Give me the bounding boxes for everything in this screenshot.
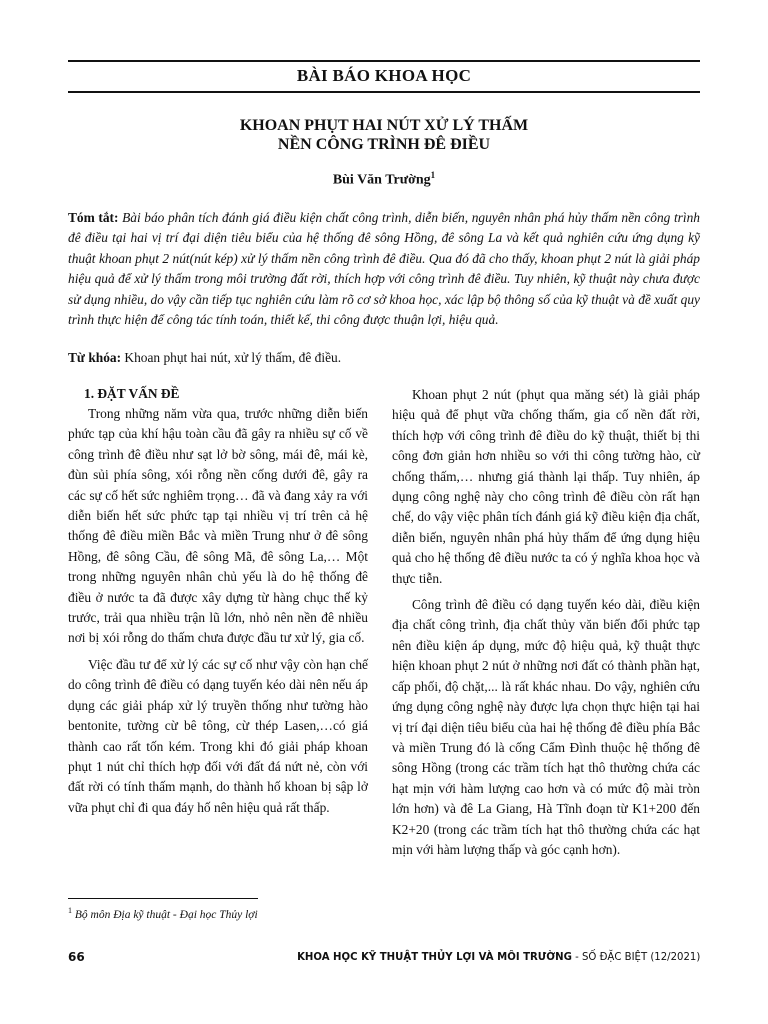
author-affiliation-mark: 1 [430, 170, 436, 180]
journal-issue: - SỐ ĐẶC BIỆT (12/2021) [571, 950, 700, 963]
paragraph: Công trình đê điều có dạng tuyến kéo dài, điều kiện địa chất công trình, địa chất thủy văn biến đổi phức tạp nên điều kiện áp dụng, mức độ hiệu quả, kỹ thuật thực hiện khoan phụt 2 nút ở những nơi đất có thành phần hạt, cấp phối, độ chặt,... là rất khác nhau. Do vậy, nghiên cứu ứng dụng công nghệ này được lựa chọn thực hiện tại hai vị trí đại diện tiêu biểu của hai hệ thống đê điều phía Bắc và miền Trung đó là cống Cẩm Đình thuộc hệ thống đê sông Hồng (trong các trầm tích hạt thô thường chứa các hạt mịn với hàm lượng cao hơn và có mức độ mài tròn lớn hơn) và đê La Giang, Hà Tĩnh đoạn từ K1+200 đến K2+20 (trong các trầm tích hạt thô thường chứa các hạt mịn với hàm lượng thấp và góc cạnh hơn). [392, 597, 700, 857]
abstract-text: Bài báo phân tích đánh giá điều kiện chất công trình, diễn biến, nguyên nhân phá hủy thấm nền công trình đê điều tại hai vị trí đại diện tiêu biểu của hệ thống đê sông Hồng, đê sông La và kết quả nghiên cứu ứng dụng kỹ thuật khoan phụt 2 nút(nút kép) xử lý thấm nền công trình đê điều. Qua đó đã cho thấy, khoan phụt 2 nút là giải pháp hiệu quả để xử lý thấm trong môi trường đất rời, thích hợp với công trình đê điều. Tuy nhiên, kỹ thuật này chưa được sử dụng nhiều, do vậy cần tiếp tục nghiên cứu làm rõ cơ sở khoa học, xác lập bộ thông số của kỹ thuật và đề xuất quy trình thực hiện để công tác tính toán, thiết kế, thi công được thuận lợi, hiệu quả. [68, 210, 700, 328]
keywords-label: Từ khóa: [68, 350, 122, 365]
running-footer [297, 950, 700, 963]
page-number: 66 [68, 950, 85, 964]
article-title-line1: KHOAN PHỤT HAI NÚT XỬ LÝ THẤM [239, 117, 529, 134]
paragraph: Trong những năm vừa qua, trước những diễn biến phức tạp của khí hậu toàn cầu đã gây ra nhiều sự cố về công trình đê điều như sạt lở bờ sông, mái đê, mái kè, đùn sủi phía sông, xói rỗng nền cống dưới đê, gây ra các sự cố hết sức nghiêm trọng… đã và đang xảy ra với diễn biến hết sức phức tạp tại nhiều vị trí trên cả hệ thống đê điều miền Bắc và miền Trung như ở đê sông Hồng, đê sông Cầu, đê sông Mã, đê sông La,… Một trong những nguyên nhân chủ yếu là do hệ thống đê điều ở nước ta đã được xây dựng từ hàng chục thế kỷ trước, trải qua nhiều trận lũ lớn, nhỏ nên nền đê nhiều nơi bị xói rỗng do thấm chưa được đầu tư xử lý, gia cố. [68, 406, 368, 646]
abstract [68, 208, 700, 330]
paragraph: Việc đầu tư để xử lý các sự cố như vậy còn hạn chế do công trình đê điều có dạng tuyến kéo dài nên nếu áp dụng các giải pháp xử lý truyền thống như tường hào bentonite, tường cừ bê tông, cừ thép Lasen,…có giá thành cao rất tốn kém. Trong khi đó giải pháp khoan phụt 1 nút chỉ thích hợp đối với đất đá nứt nẻ, còn với đất rời có tính thấm mạnh, do thành hố khoan bị sập lở vữa phụt chỉ đi qua đáy hố nên hiệu quả rất thấp. [68, 656, 368, 815]
section-heading: 1. ĐẶT VẤN ĐỀ [84, 386, 180, 401]
header-top-rule [68, 60, 700, 62]
section-label: BÀI BÁO KHOA HỌC [296, 66, 472, 85]
article-title-line2: NỀN CÔNG TRÌNH ĐÊ ĐIỀU [277, 136, 491, 153]
author-name: Bùi Văn Trường [332, 172, 431, 188]
body-column-right [392, 385, 700, 866]
article-author [68, 170, 700, 189]
keywords-text: Khoan phụt hai nút, xử lý thấm, đê điều. [124, 350, 342, 365]
footnote-mark: 1 [68, 906, 72, 915]
body-column-left [68, 384, 368, 824]
article-title [68, 116, 700, 154]
footnote [68, 906, 368, 921]
journal-name: KHOA HỌC KỸ THUẬT THỦY LỢI VÀ MÔI TRƯỜNG [296, 950, 572, 963]
keywords [68, 348, 700, 368]
header-bottom-rule [68, 91, 700, 93]
abstract-label: Tóm tắt: [68, 210, 119, 225]
footnote-text: Bộ môn Địa kỹ thuật - Đại học Thủy lợi [74, 908, 258, 921]
footnote-rule [68, 898, 258, 899]
paragraph: Khoan phụt 2 nút (phụt qua măng sét) là giải pháp hiệu quả để phụt vữa chống thấm, gia cố nền đất rời, thích hợp với công trình đê điều do kỹ thuật, thiết bị thi công đơn giản hơn nhiều so với thi công tường hào, cừ chống thấm,… nhưng giá thành lại thấp. Tuy nhiên, áp dụng công nghệ này cho công trình đê điều còn rất hạn chế, do vậy việc phân tích đánh giá kỹ điều kiện địa chất, diễn biến, nguyên nhân phá hủy thấm để ứng dụng hiệu quả cho hệ thống đê điều nước ta có ý nghĩa khoa học và thực tiễn. [392, 387, 700, 586]
